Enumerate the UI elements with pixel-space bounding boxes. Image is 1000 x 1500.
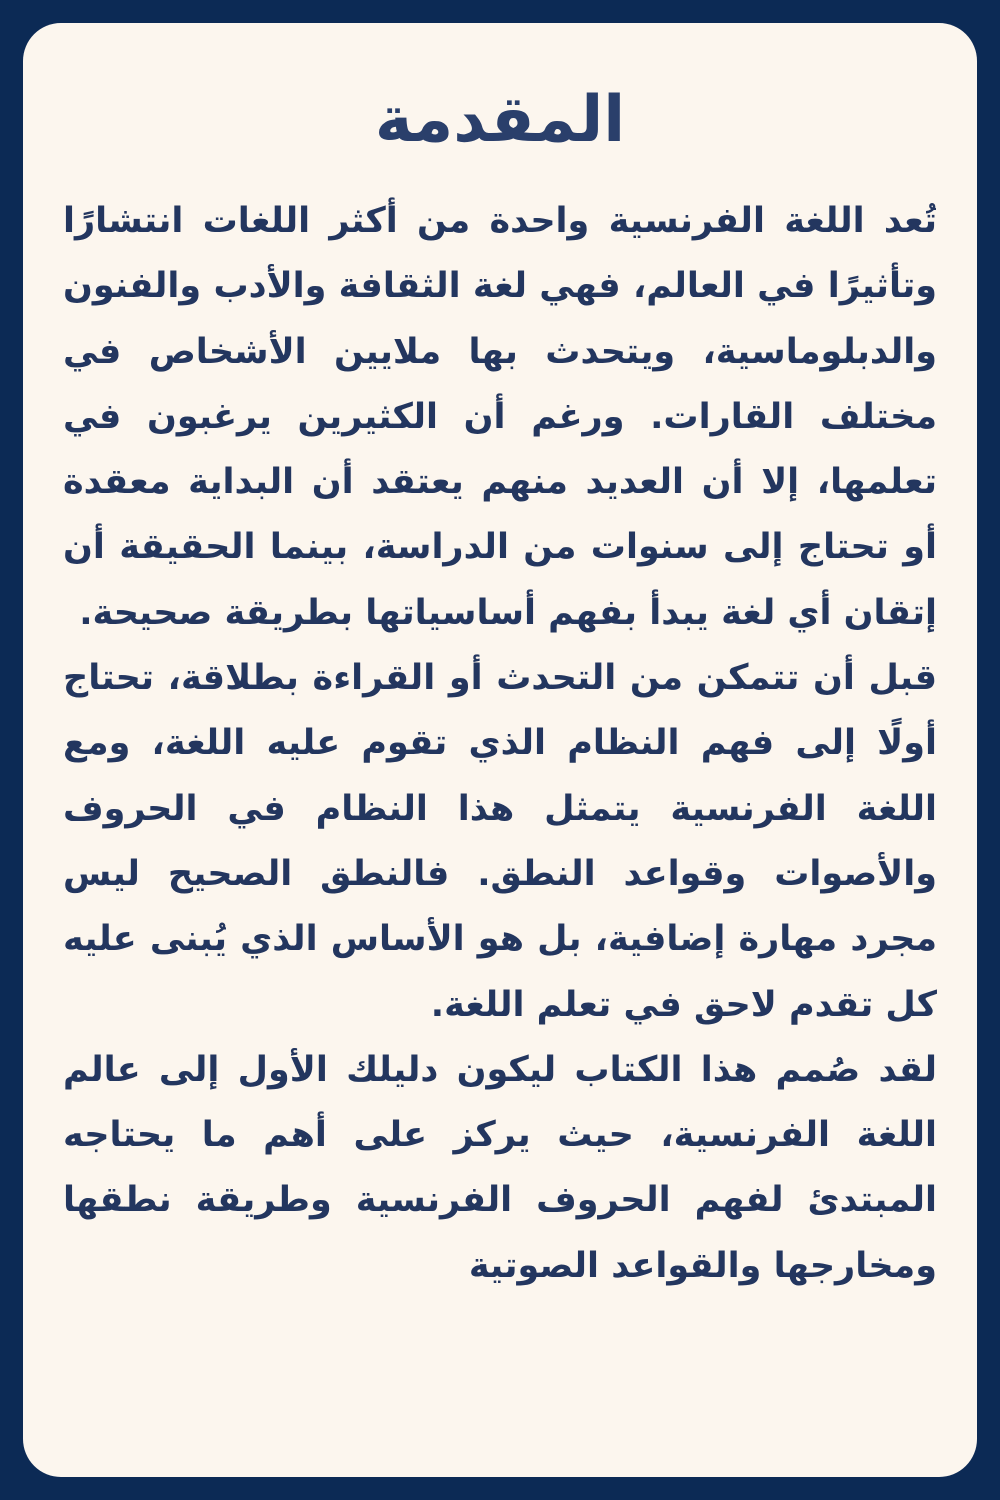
- paragraph-1: تُعد اللغة الفرنسية واحدة من أكثر اللغات انتشارًا وتأثيرًا في العالم، فهي لغة الثقافة والأدب والفنون والدبلوماسية، ويتحدث بها ملايين الأشخاص في مختلف القارات. ورغم أن الكثيرين يرغبون في تعلمها، إلا أن العديد منهم يعتقد أن البداية معقدة أو تحتاج إلى سنوات من الدراسة، بينما الحقيقة أن إتقان أي لغة يبدأ بفهم أساسياتها بطريقة صحيحة.: [63, 201, 937, 633]
- paragraph-2: قبل أن تتمكن من التحدث أو القراءة بطلاقة، تحتاج أولًا إلى فهم النظام الذي تقوم عليه اللغة، ومع اللغة الفرنسية يتمثل هذا النظام في الحروف والأصوات وقواعد النطق. فالنطق الصحيح ليس مجرد مهارة إضافية، بل هو الأساس الذي يُبنى عليه كل تقدم لاحق في تعلم اللغة.: [63, 658, 937, 1025]
- page-title: المقدمة: [374, 83, 626, 157]
- paragraph-3: لقد صُمم هذا الكتاب ليكون دليلك الأول إلى عالم اللغة الفرنسية، حيث يركز على أهم ما يحتاجه المبتدئ لفهم الحروف الفرنسية وطريقة نطقها ومخارجها والقواعد الصوتية: [63, 1049, 937, 1286]
- page-card: [23, 23, 977, 1477]
